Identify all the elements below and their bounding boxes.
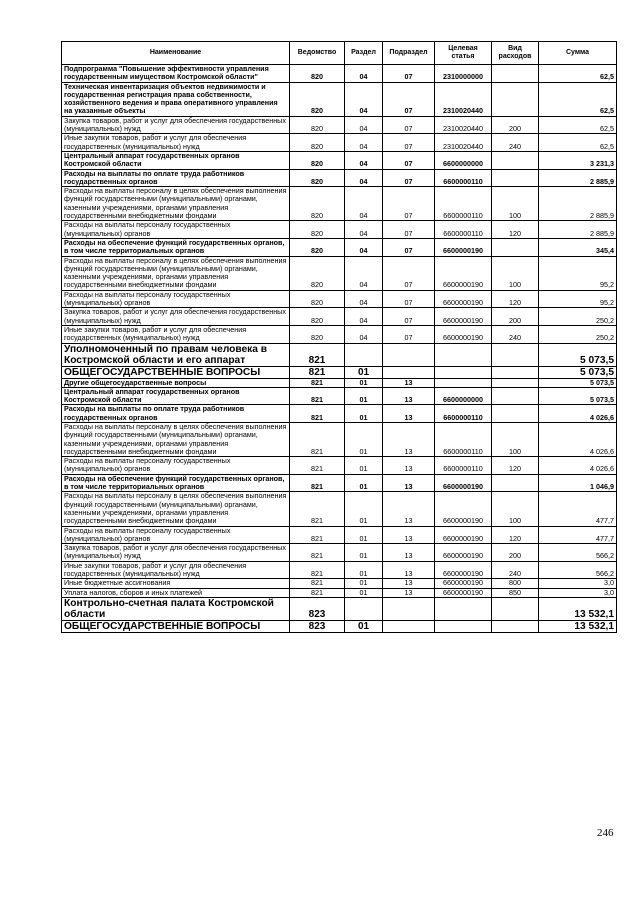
- cell-name: ОБЩЕГОСУДАРСТВЕННЫЕ ВОПРОСЫ: [62, 366, 290, 378]
- cell-expense: [492, 387, 539, 405]
- table-row: [62, 474, 617, 492]
- cell-section: 01: [345, 378, 383, 387]
- cell-name: Подпрограмма "Повышение эффективности управления государственным имуществом Костромской области": [62, 65, 290, 83]
- cell-sum: 3,0: [539, 588, 617, 597]
- cell-dept: 820: [290, 82, 345, 116]
- cell-expense: 240: [492, 325, 539, 343]
- cell-section: 04: [345, 65, 383, 83]
- cell-subsection: 07: [383, 65, 435, 83]
- cell-name: Расходы на обеспечение функций государственных органов, в том числе территориальных органов: [62, 474, 290, 492]
- cell-name: Закупка товаров, работ и услуг для обеспечения государственных (муниципальных) нужд: [62, 544, 290, 562]
- cell-expense: 200: [492, 308, 539, 326]
- column-header-target: Целевая статья: [435, 42, 492, 65]
- cell-name: Закупка товаров, работ и услуг для обеспечения государственных (муниципальных) нужд: [62, 308, 290, 326]
- cell-expense: [492, 366, 539, 378]
- cell-name: Контрольно-счетная палата Костромской области: [62, 597, 290, 620]
- cell-target: 6600000190: [435, 474, 492, 492]
- cell-subsection: 07: [383, 256, 435, 290]
- table-row: [62, 151, 617, 169]
- cell-target: 6600000190: [435, 238, 492, 256]
- cell-section: 01: [345, 588, 383, 597]
- cell-target: 6600000000: [435, 387, 492, 405]
- cell-subsection: 07: [383, 238, 435, 256]
- cell-expense: 100: [492, 187, 539, 221]
- cell-dept: 820: [290, 256, 345, 290]
- cell-dept: 823: [290, 620, 345, 632]
- cell-target: [435, 620, 492, 632]
- table-row: [62, 620, 617, 632]
- table-row: [62, 82, 617, 116]
- cell-section: [345, 343, 383, 366]
- cell-subsection: 13: [383, 474, 435, 492]
- cell-section: 01: [345, 366, 383, 378]
- cell-section: 01: [345, 561, 383, 579]
- cell-name: Расходы на выплаты персоналу государственных (муниципальных) органов: [62, 290, 290, 308]
- table-row: [62, 290, 617, 308]
- cell-target: 6600000190: [435, 526, 492, 544]
- cell-subsection: 13: [383, 422, 435, 456]
- cell-expense: 120: [492, 526, 539, 544]
- cell-target: [435, 366, 492, 378]
- table-row: [62, 366, 617, 378]
- cell-subsection: 07: [383, 169, 435, 187]
- cell-target: 6600000110: [435, 187, 492, 221]
- cell-name: Другие общегосударственные вопросы: [62, 378, 290, 387]
- cell-subsection: 07: [383, 151, 435, 169]
- cell-section: 04: [345, 116, 383, 134]
- table-header: [62, 42, 617, 65]
- cell-sum: 477,7: [539, 526, 617, 544]
- cell-section: 01: [345, 620, 383, 632]
- cell-dept: 820: [290, 238, 345, 256]
- cell-name: Расходы на выплаты по оплате труда работников государственных органов: [62, 169, 290, 187]
- cell-target: 6600000190: [435, 579, 492, 588]
- cell-dept: 820: [290, 65, 345, 83]
- cell-section: 01: [345, 544, 383, 562]
- cell-name: Иные закупки товаров, работ и услуг для обеспечения государственных (муниципальных) нужд: [62, 325, 290, 343]
- cell-section: 01: [345, 457, 383, 475]
- cell-sum: 3,0: [539, 579, 617, 588]
- cell-section: 04: [345, 290, 383, 308]
- cell-expense: [492, 238, 539, 256]
- cell-dept: 820: [290, 151, 345, 169]
- cell-subsection: 07: [383, 116, 435, 134]
- cell-expense: [492, 620, 539, 632]
- cell-expense: 200: [492, 544, 539, 562]
- cell-sum: 62,5: [539, 65, 617, 83]
- cell-target: 2310020440: [435, 116, 492, 134]
- cell-expense: [492, 169, 539, 187]
- table-row: [62, 492, 617, 526]
- cell-dept: 820: [290, 169, 345, 187]
- cell-expense: 100: [492, 492, 539, 526]
- table-row: [62, 238, 617, 256]
- cell-sum: 5 073,5: [539, 343, 617, 366]
- column-header-section: Раздел: [345, 42, 383, 65]
- table-row: [62, 116, 617, 134]
- cell-subsection: 13: [383, 544, 435, 562]
- cell-name: Центральный аппарат государственных органов Костромской области: [62, 387, 290, 405]
- cell-name: Расходы на выплаты персоналу государственных (муниципальных) органов: [62, 221, 290, 239]
- cell-sum: 2 885,9: [539, 169, 617, 187]
- cell-name: Техническая инвентаризация объектов недвижимости и государственная регистрация права собственности, хозяйственного ведения и права оперативного управления на указанные объекты: [62, 82, 290, 116]
- cell-section: 04: [345, 325, 383, 343]
- table-row: [62, 544, 617, 562]
- cell-dept: 821: [290, 387, 345, 405]
- cell-subsection: [383, 343, 435, 366]
- cell-subsection: [383, 597, 435, 620]
- table-row: [62, 387, 617, 405]
- cell-target: 6600000190: [435, 308, 492, 326]
- cell-subsection: 07: [383, 290, 435, 308]
- cell-section: [345, 597, 383, 620]
- cell-expense: 120: [492, 457, 539, 475]
- cell-dept: 821: [290, 343, 345, 366]
- cell-dept: 823: [290, 597, 345, 620]
- cell-subsection: 07: [383, 82, 435, 116]
- cell-sum: 477,7: [539, 492, 617, 526]
- table-row: [62, 422, 617, 456]
- cell-expense: [492, 474, 539, 492]
- cell-expense: [492, 343, 539, 366]
- table-row: [62, 597, 617, 620]
- cell-target: [435, 343, 492, 366]
- page-number: 246: [597, 827, 614, 839]
- cell-sum: 2 885,9: [539, 187, 617, 221]
- cell-sum: 4 026,6: [539, 405, 617, 423]
- column-header-expense: Вид расходов: [492, 42, 539, 65]
- cell-expense: 850: [492, 588, 539, 597]
- cell-section: 04: [345, 221, 383, 239]
- cell-target: 6600000190: [435, 325, 492, 343]
- cell-target: 2310020440: [435, 82, 492, 116]
- cell-dept: 821: [290, 474, 345, 492]
- cell-name: Иные закупки товаров, работ и услуг для обеспечения государственных (муниципальных) нужд: [62, 134, 290, 152]
- cell-target: 6600000110: [435, 422, 492, 456]
- cell-section: 04: [345, 151, 383, 169]
- cell-dept: 820: [290, 308, 345, 326]
- cell-name: Расходы на выплаты персоналу в целях обеспечения выполнения функций государственными (муниципальными) органами, казенными учреждениями, органами управления государственными внебюджетными фондами: [62, 187, 290, 221]
- cell-subsection: 07: [383, 221, 435, 239]
- cell-section: 04: [345, 238, 383, 256]
- cell-dept: 821: [290, 561, 345, 579]
- cell-sum: 95,2: [539, 256, 617, 290]
- cell-sum: 345,4: [539, 238, 617, 256]
- cell-dept: 821: [290, 588, 345, 597]
- cell-dept: 821: [290, 492, 345, 526]
- cell-subsection: 13: [383, 579, 435, 588]
- cell-target: 6600000190: [435, 256, 492, 290]
- cell-sum: 4 026,6: [539, 422, 617, 456]
- cell-sum: 566,2: [539, 561, 617, 579]
- table-row: [62, 579, 617, 588]
- table-row: [62, 343, 617, 366]
- cell-name: Расходы на выплаты персоналу государственных (муниципальных) органов: [62, 457, 290, 475]
- cell-expense: 100: [492, 256, 539, 290]
- cell-subsection: 07: [383, 308, 435, 326]
- table-row: [62, 187, 617, 221]
- cell-subsection: 13: [383, 405, 435, 423]
- cell-sum: 62,5: [539, 82, 617, 116]
- cell-expense: [492, 65, 539, 83]
- cell-dept: 821: [290, 544, 345, 562]
- table-row: [62, 65, 617, 83]
- cell-expense: [492, 378, 539, 387]
- budget-table: [61, 41, 617, 633]
- cell-section: 04: [345, 187, 383, 221]
- cell-expense: 100: [492, 422, 539, 456]
- cell-target: 6600000190: [435, 544, 492, 562]
- cell-target: 6600000110: [435, 221, 492, 239]
- cell-name: Расходы на выплаты персоналу государственных (муниципальных) органов: [62, 526, 290, 544]
- cell-subsection: 13: [383, 588, 435, 597]
- cell-target: 6600000000: [435, 151, 492, 169]
- header-row: [62, 42, 617, 65]
- column-header-name: Наименование: [62, 42, 290, 65]
- table-row: [62, 221, 617, 239]
- cell-name: Уполномоченный по правам человека в Костромской области и его аппарат: [62, 343, 290, 366]
- cell-subsection: 13: [383, 561, 435, 579]
- cell-sum: 5 073,5: [539, 387, 617, 405]
- cell-section: 04: [345, 169, 383, 187]
- cell-dept: 820: [290, 187, 345, 221]
- cell-dept: 820: [290, 325, 345, 343]
- table-row: [62, 308, 617, 326]
- column-header-sum: Сумма: [539, 42, 617, 65]
- cell-name: Расходы на выплаты по оплате труда работников государственных органов: [62, 405, 290, 423]
- cell-name: Центральный аппарат государственных органов Костромской области: [62, 151, 290, 169]
- cell-target: 6600000190: [435, 561, 492, 579]
- cell-dept: 821: [290, 526, 345, 544]
- cell-section: 01: [345, 526, 383, 544]
- cell-section: 04: [345, 134, 383, 152]
- cell-name: Расходы на обеспечение функций государственных органов, в том числе территориальных органов: [62, 238, 290, 256]
- cell-expense: 240: [492, 561, 539, 579]
- cell-dept: 821: [290, 457, 345, 475]
- cell-dept: 821: [290, 422, 345, 456]
- cell-sum: 250,2: [539, 308, 617, 326]
- cell-section: 01: [345, 579, 383, 588]
- table-row: [62, 405, 617, 423]
- cell-section: 04: [345, 82, 383, 116]
- cell-name: Расходы на выплаты персоналу в целях обеспечения выполнения функций государственными (муниципальными) органами, казенными учреждениями, органами управления государственными внебюджетными фондами: [62, 256, 290, 290]
- cell-dept: 821: [290, 378, 345, 387]
- cell-name: Расходы на выплаты персоналу в целях обеспечения выполнения функций государственными (муниципальными) органами, казенными учреждениями, органами управления государственными внебюджетными фондами: [62, 422, 290, 456]
- cell-subsection: 13: [383, 387, 435, 405]
- cell-name: Иные закупки товаров, работ и услуг для обеспечения государственных (муниципальных) нужд: [62, 561, 290, 579]
- cell-dept: 820: [290, 116, 345, 134]
- cell-subsection: 07: [383, 134, 435, 152]
- cell-dept: 821: [290, 579, 345, 588]
- cell-sum: 95,2: [539, 290, 617, 308]
- table-row: [62, 325, 617, 343]
- cell-subsection: [383, 620, 435, 632]
- cell-section: 01: [345, 422, 383, 456]
- cell-sum: 3 231,3: [539, 151, 617, 169]
- cell-target: 6600000110: [435, 405, 492, 423]
- table-body: [62, 65, 617, 633]
- table-row: [62, 256, 617, 290]
- cell-target: [435, 597, 492, 620]
- cell-dept: 821: [290, 405, 345, 423]
- table-row: [62, 561, 617, 579]
- cell-expense: [492, 597, 539, 620]
- cell-expense: 120: [492, 221, 539, 239]
- cell-subsection: [383, 366, 435, 378]
- cell-sum: 2 885,9: [539, 221, 617, 239]
- cell-name: Закупка товаров, работ и услуг для обеспечения государственных (муниципальных) нужд: [62, 116, 290, 134]
- cell-sum: 5 073,5: [539, 378, 617, 387]
- cell-sum: 13 532,1: [539, 620, 617, 632]
- cell-section: 01: [345, 474, 383, 492]
- table-row: [62, 526, 617, 544]
- cell-expense: [492, 405, 539, 423]
- cell-subsection: 13: [383, 378, 435, 387]
- column-header-subsection: Подраздел: [383, 42, 435, 65]
- cell-expense: 800: [492, 579, 539, 588]
- table-row: [62, 457, 617, 475]
- cell-name: Расходы на выплаты персоналу в целях обеспечения выполнения функций государственными (муниципальными) органами, казенными учреждениями, органами управления государственными внебюджетными фондами: [62, 492, 290, 526]
- cell-target: 6600000110: [435, 457, 492, 475]
- cell-target: 6600000190: [435, 492, 492, 526]
- cell-sum: 1 046,9: [539, 474, 617, 492]
- cell-sum: 5 073,5: [539, 366, 617, 378]
- cell-dept: 820: [290, 221, 345, 239]
- cell-section: 01: [345, 492, 383, 526]
- cell-target: 6600000190: [435, 290, 492, 308]
- cell-sum: 62,5: [539, 116, 617, 134]
- cell-name: ОБЩЕГОСУДАРСТВЕННЫЕ ВОПРОСЫ: [62, 620, 290, 632]
- cell-target: 2310000000: [435, 65, 492, 83]
- cell-target: 6600000190: [435, 588, 492, 597]
- cell-subsection: 13: [383, 492, 435, 526]
- cell-section: 04: [345, 256, 383, 290]
- cell-section: 01: [345, 405, 383, 423]
- cell-subsection: 07: [383, 325, 435, 343]
- cell-expense: [492, 82, 539, 116]
- cell-expense: 240: [492, 134, 539, 152]
- cell-target: 2310020440: [435, 134, 492, 152]
- cell-sum: 13 532,1: [539, 597, 617, 620]
- cell-name: Уплата налогов, сборов и иных платежей: [62, 588, 290, 597]
- column-header-dept: Ведомство: [290, 42, 345, 65]
- cell-expense: 200: [492, 116, 539, 134]
- cell-sum: 4 026,6: [539, 457, 617, 475]
- cell-expense: 120: [492, 290, 539, 308]
- cell-target: 6600000110: [435, 169, 492, 187]
- cell-sum: 566,2: [539, 544, 617, 562]
- table-row: [62, 378, 617, 387]
- cell-sum: 62,5: [539, 134, 617, 152]
- cell-subsection: 13: [383, 526, 435, 544]
- cell-section: 04: [345, 308, 383, 326]
- cell-subsection: 07: [383, 187, 435, 221]
- cell-target: [435, 378, 492, 387]
- cell-name: Иные бюджетные ассигнования: [62, 579, 290, 588]
- table-row: [62, 169, 617, 187]
- cell-dept: 820: [290, 290, 345, 308]
- cell-section: 01: [345, 387, 383, 405]
- cell-dept: 821: [290, 366, 345, 378]
- table-row: [62, 588, 617, 597]
- cell-sum: 250,2: [539, 325, 617, 343]
- cell-dept: 820: [290, 134, 345, 152]
- cell-expense: [492, 151, 539, 169]
- cell-subsection: 13: [383, 457, 435, 475]
- table-row: [62, 134, 617, 152]
